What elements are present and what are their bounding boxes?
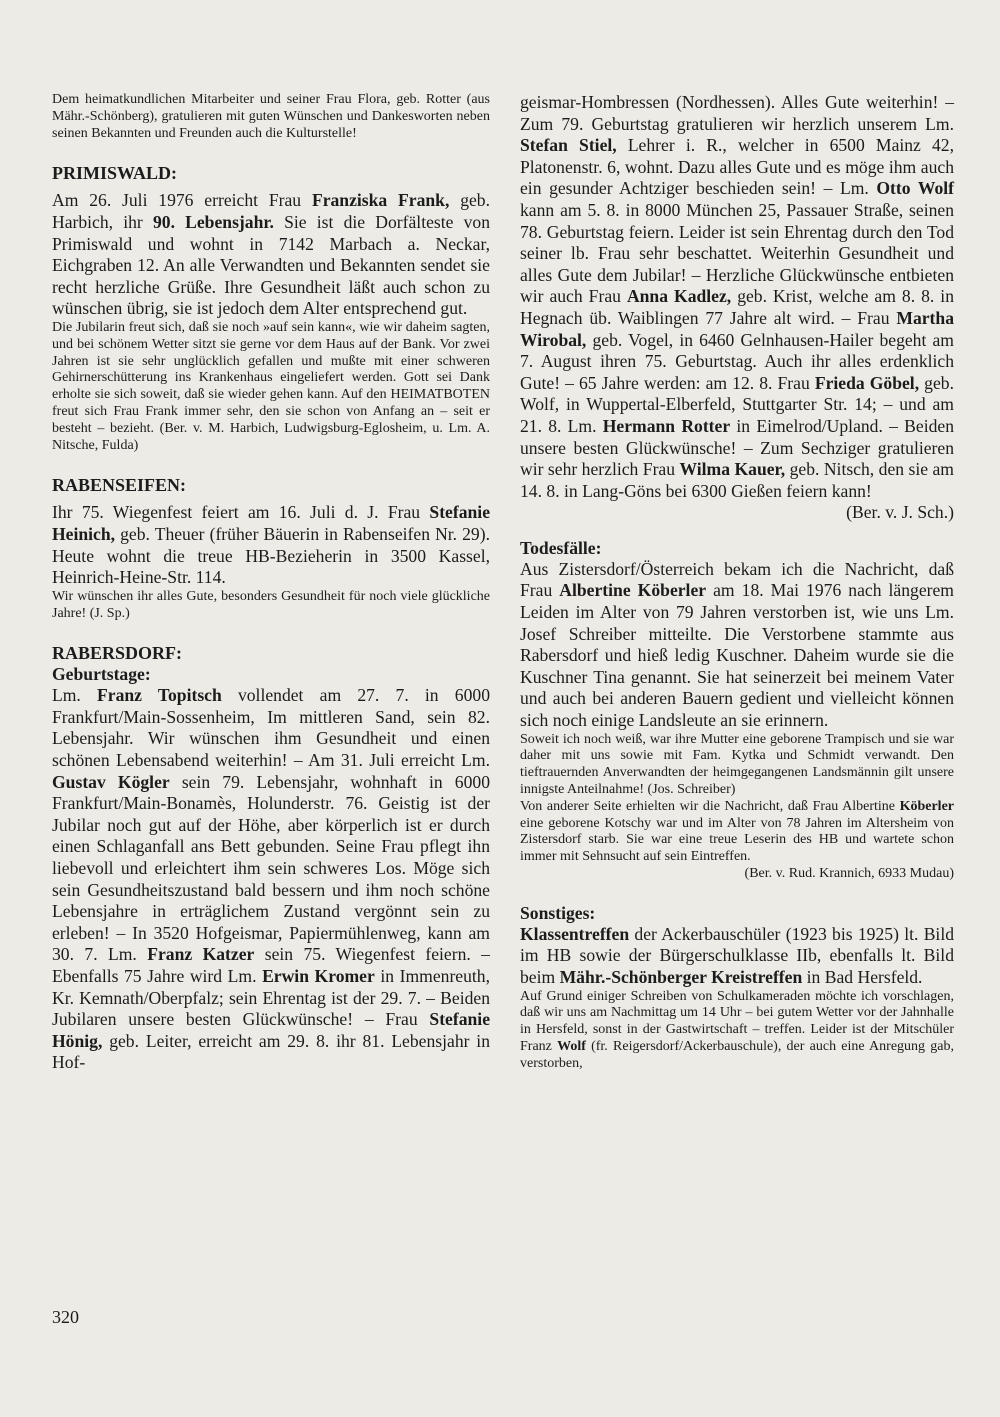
- person-name: Wilma Kauer,: [679, 459, 786, 480]
- person-name: Franz Topitsch: [97, 685, 222, 706]
- right-column: [520, 92, 954, 1073]
- todesfaelle-detail-1: Soweit ich noch weiß, war ihre Mutter eine geborene Trampisch und sie war daher mit uns sowie mit Fam. Kytka und Schmidt verwandt. Den tieftrauernden Anverwandten der heimgegangenen Landsmännin gilt unsere innigste Anteilnahme! (Jos. Schreiber): [520, 731, 954, 798]
- todesfaelle-detail-2: Von anderer Seite erhielten wir die Nachricht, daß Frau Albertine Köberler eine geborene Kotschy war und im Alter von 78 Jahren im Altersheim von Zistersdorf starb. Sie war eine treue Leserin des HB und wartete schon immer mit Sehnsucht auf sein Eintreffen.: [520, 798, 954, 865]
- person-name: Hermann Rotter: [602, 415, 731, 436]
- person-name: Stefanie Hönig,: [52, 1009, 490, 1051]
- person-name: Wolf: [557, 1038, 586, 1054]
- intro-paragraph: Dem heimatkundlichen Mitarbeiter und seiner Frau Flora, geb. Rotter (aus Mähr.-Schönberg), gratulieren mit guten Wünschen und Dankesworten neben seinen Bekannten und Freunden auch die Kulturstelle!: [52, 92, 490, 141]
- person-name: Anna Kadlez,: [626, 286, 732, 307]
- section-heading-todesfaelle: Todesfälle:: [520, 537, 602, 558]
- credit-line: (Ber. v. J. Sch.): [846, 502, 954, 523]
- section-heading-rabersdorf: RABERSDORF:: [52, 643, 183, 664]
- person-name: Franziska Frank,: [311, 190, 450, 211]
- subheading-geburtstage: Geburtstage:: [52, 664, 151, 685]
- person-name: Gustav Kögler: [52, 771, 170, 792]
- age-highlight: 90. Lebensjahr.: [152, 211, 274, 232]
- section-heading-rabenseifen: RABENSEIFEN:: [52, 475, 187, 496]
- section-heading-primiswald: PRIMISWALD:: [52, 163, 178, 184]
- birthdays-continued: geismar-Hombressen (Nordhessen). Alles Gute weiterhin! – Zum 79. Geburtstag gratulieren wir herzlich unserem Lm. Stefan Stiel, Lehrer i. R., welcher in 6500 Mainz 42, Platonenstr. 6, wohnt. Dazu alles Gute und es möge ihm auch ein gesunder Achtziger beschieden sein! – Lm. Otto Wolf kann am 5. 8. in 8000 München 25, Passauer Straße, seinen 78. Geburtstag feiern. Leider ist sein Ehrentag durch den Tod seiner lb. Frau sehr beschattet. Weiterhin Gesundheit und alles Gute dem Jubilar! – Herzliche Glückwünsche entbieten wir auch Frau Anna Kadlez, geb. Krist, welche am 8. 8. in Hegnach üb. Waiblingen 77 Jahre alt wird. – Frau Martha Wirobal, geb. Vogel, in 6460 Gelnhausen-Hailer begeht am 7. August ihren 75. Geburtstag. Auch ihr alles erdenklich Gute! – 65 Jahre werden: am 12. 8. Frau Frieda Göbel, geb. Wolf, in Wuppertal-Elberfeld, Stuttgarter Str. 14; – und am 21. 8. Lm. Hermann Rotter in Eimelrod/Upland. – Beiden unsere besten Glückwünsche! – Zum Sechziger gratulieren wir sehr herzlich Frau Wilma Kauer, geb. Nitsch, den sie am 14. 8. in Lang-Göns bei 6300 Gießen feiern kann!: [520, 92, 955, 501]
- section-heading-sonstiges: Sonstiges:: [520, 902, 596, 923]
- person-name: Stefanie Heinich,: [52, 502, 490, 544]
- event-name: Klassentreffen: [520, 923, 630, 944]
- primiswald-detail: Die Jubilarin freut sich, daß sie noch »auf sein kann«, wie wir daheim sagten, und bei schönem Wetter sitzt sie gerne vor dem Haus auf der Bank. Vor zwei Jahren ist sie sehr unglücklich gefallen und mußte mit einer schweren Gehirnerschütterung ins Krankenhaus eingeliefert werden. Gott sei Dank erholte sie sich soweit, daß sie wieder gehen kann. Auf den HEIMATBOTEN freut sich Frau Frank immer sehr, den sie schon von Anfang an – seit er besteht – bezieht. (Ber. v. M. Harbich, Ludwigsburg-Eglosheim, u. Lm. A. Nitsche, Fulda): [52, 319, 490, 453]
- rabenseifen-detail: Wir wünschen ihr alles Gute, besonders Gesundheit für noch viele glückliche Jahre! (J. Sp.): [52, 588, 490, 621]
- page-number: 320: [52, 1307, 79, 1327]
- rabenseifen-paragraph: Ihr 75. Wiegenfest feiert am 16. Juli d. J. Frau Stefanie Heinich, geb. Theuer (früher Bäuerin in Rabenseifen Nr. 29). Heute wohnt die treue HB-Bezieherin in 3500 Kassel, Heinrich-Heine-Str. 114.: [52, 502, 490, 588]
- person-name: Frieda Göbel,: [814, 372, 920, 393]
- rabersdorf-birthdays: Lm. Franz Topitsch vollendet am 27. 7. in 6000 Frankfurt/Main-Sossenheim, Im mittleren Sand, sein 82. Lebensjahr. Wir wünschen ihm Gesundheit und einen schönen Lebensabend weiterhin! – Am 31. Juli erreicht Lm. Gustav Kögler sein 79. Lebensjahr, wohnhaft in 6000 Frankfurt/Main-Bonamès, Holunderstr. 76. Geistig ist der Jubilar noch gut auf der Höhe, aber körperlich ist er durch einen Schlaganfall ans Bett gebunden. Seine Frau pflegt ihn liebevoll und erleichtert ihm sein schweres Los. Möge sich sein Gesundheitszustand bald bessern und ihm noch schöne Lebensjahre in erträglichem Zustand vergönnt sein zu erleben! – In 3520 Hofgeismar, Papiermühlenweg, kann am 30. 7. Lm. Franz Katzer sein 75. Wiegenfest feiern. – Ebenfalls 75 Jahre wird Lm. Erwin Kromer in Immenreuth, Kr. Kemnath/Oberpfalz; sein Ehrentag ist der 29. 7. – Beiden Jubilaren unsere besten Glückwünsche! – Frau Stefanie Hönig, geb. Leiter, erreicht am 29. 8. ihr 81. Lebensjahr in Hof-: [52, 685, 490, 1073]
- person-name: Franz Katzer: [147, 944, 255, 965]
- credit-line: (Ber. v. Rud. Krannich, 6933 Mudau): [744, 866, 954, 881]
- primiswald-paragraph: Am 26. Juli 1976 erreicht Frau Franziska Frank, geb. Harbich, ihr 90. Lebensjahr. Sie ist die Dorfälteste von Primiswald und wohnt in 7142 Marbach a. Neckar, Eichgraben 12. An alle Verwandten und Bekannten sendet sie recht herzliche Grüße. Ihre Gesundheit läßt auch schon zu wünschen übrig, sie ist jedoch dem Alter entsprechend gut.: [52, 190, 491, 319]
- person-name: Albertine Köberler: [559, 580, 707, 601]
- person-name: Köberler: [899, 798, 954, 814]
- todesfaelle-paragraph: Aus Zistersdorf/Österreich bekam ich die Nachricht, daß Frau Albertine Köberler am 18. Mai 1976 nach längerem Leiden im Alter von 79 Jahren verstorben ist, wie uns Lm. Josef Schreiber mitteilte. Die Verstorbene stammte aus Rabersdorf und hieß ledig Kuschner. Daheim wurde sie die Kuschner Tina genannt. Sie hat seinerzeit bei meinem Vater und auch bei anderen Bauern gedient und vielleicht können sich noch einige Landsleute an sie erinnern.: [520, 558, 954, 731]
- left-column: [52, 92, 490, 1074]
- person-name: Martha Wirobal,: [520, 307, 954, 350]
- sonstiges-paragraph: Klassentreffen der Ackerbauschüler (1923 bis 1925) lt. Bild im HB sowie der Bürgerschulklasse IIb, ebenfalls lt. Bild beim Mähr.-Schönberger Kreistreffen in Bad Hersfeld.: [520, 923, 954, 987]
- person-name: Otto Wolf: [876, 178, 954, 199]
- event-name: Mähr.-Schönberger Kreistreffen: [559, 966, 803, 987]
- person-name: Stefan Stiel,: [520, 135, 617, 156]
- sonstiges-detail: Auf Grund einiger Schreiben von Schulkameraden möchte ich vorschlagen, daß wir uns am Nachmittag um 14 Uhr – bei gutem Wetter vor der Jahnhalle in Hersfeld, sonst in der Gastwirtschaft – treffen. Leider ist der Mitschüler Franz Wolf (fr. Reigersdorf/Ackerbauschule), der auch eine Anregung gab, verstorben,: [520, 988, 954, 1071]
- person-name: Erwin Kromer: [262, 966, 375, 987]
